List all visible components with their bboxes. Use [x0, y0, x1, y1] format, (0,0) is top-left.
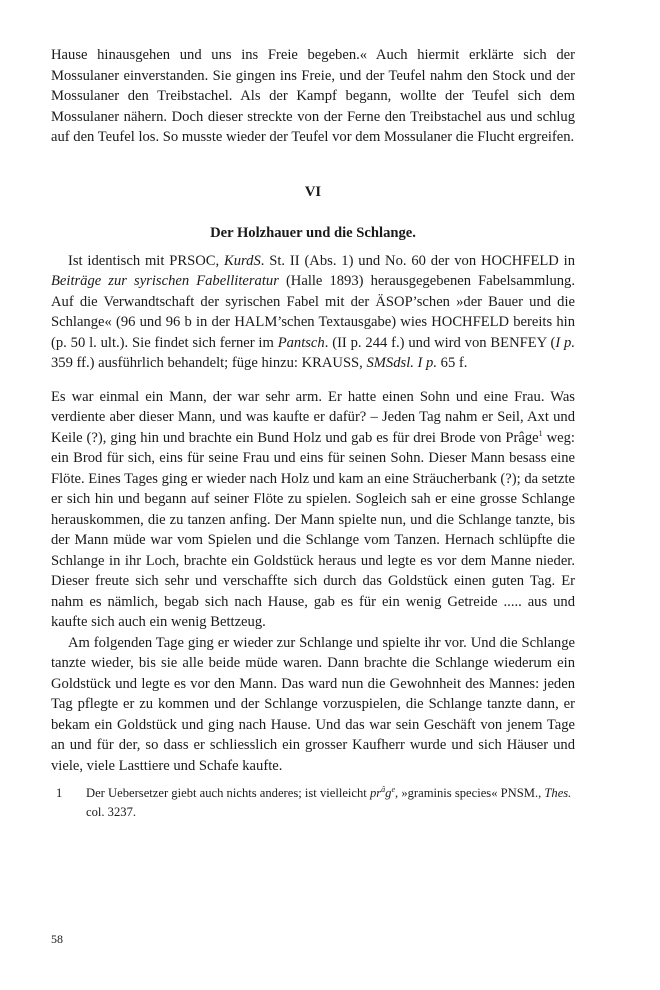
paragraph-continuation: Hause hinausgehen und uns ins Freie begeben.« Auch hiermit erklärte sich der Mossulaner einverstanden. Sie gingen ins Freie, und der Teufel nahm den Stock und der Mossulaner den Treibstachel. Als der Kampf begann, wollte der Teufel sich dem Mossulaner nähern. Doch dieser streckte von der Ferne den Treibstachel aus und schlug auf den Teufel los. So musste wieder der Teufel vor dem Mossulaner die Flucht ergreifen.: [51, 47, 575, 145]
footnote-text: [86, 784, 575, 822]
section-title: Der Holzhauer und die Schlange.: [210, 224, 416, 241]
story-text: weg: ein Brod für sich, eins für seine Frau und eins für seinen Sohn. Dieser Mann besass eine Flöte. Eines Tages ging er wieder nach Holz und kam an eine Sträucherbank (?); da setzte er sich hin und begann auf seiner Flöte zu spielen. Sogleich sah er eine grosse Schlange herauskommen, die zu tanzen anfing. Der Mann spielte nun, und die Schlange tanzte, bis der Mann müde war vom Spielen und die Schlange vom Tanzen. Hernach schlüpfte die Schlange in ihr Loch, brachte ein Goldstück heraus und legte es vor dem Manne nieder. Dieser freute sich sehr und verschaffte sich durch das Goldstück einen guten Tag. Er nahm es nämlich, begab sich nach Hause, gab es für ein wenig Getreide ..... aus und kaufte sich auch ein wenig Bettzeug.: [51, 429, 575, 630]
footnote-text-part: Der Uebersetzer giebt auch nichts anderes; ist vielleicht: [86, 786, 370, 800]
footnote-number: 1: [56, 786, 63, 800]
intro-text: Ist identisch mit PRSOC,: [68, 252, 224, 269]
footnote-ref-thes: Thes.: [544, 786, 572, 800]
intro-text: 359 ff.) ausführlich behandelt; füge hinzu: KRAUSS,: [51, 355, 367, 371]
footnote-term: g: [385, 786, 392, 800]
intro-ref-smsdsl: SMSdsl. I p.: [366, 355, 438, 371]
intro-text: . St. II (Abs. 1) und No. 60 der von HOCHFELD in: [260, 252, 575, 269]
footnote-term: pr: [369, 786, 382, 800]
intro-paragraph: [51, 251, 575, 374]
story-paragraph-1: [51, 387, 575, 633]
story-paragraph-2: Am folgenden Tage ging er wieder zur Schlange und spielte ihr vor. Und die Schlange tanzte wieder, bis sie alle beide müde waren. Dann brachte die Schlange wiederum ein Goldstück und legte es vor den Mann. Das ward nun die Gewohnheit des Mannes: jeden Tag pflegte er zu kommen und der Schlange vorzuspielen, die Schlange tanzte dann, er bekam ein Goldstück und ging nach Hause. Und das war sein Geschäft von jenem Tage an und für der, so dass er schliesslich ein grosser Kaufherr wurde und sich Häuser und viele, viele Lasttiere und Schafe kaufte.: [51, 634, 575, 774]
section-number: VI: [304, 183, 322, 200]
footnote-term-sup: e: [391, 784, 396, 794]
page-number: 58: [51, 932, 63, 946]
footnote-text-part: , »graminis species« PNSM.,: [395, 786, 545, 800]
intro-ref-pantsch: Pantsch: [277, 334, 325, 351]
footnote-marker[interactable]: 1: [538, 428, 543, 438]
footnote-text-part: col. 3237.: [86, 805, 137, 819]
intro-ref-kurds: KurdS: [223, 252, 261, 269]
story-text: Es war einmal ein Mann, der war sehr arm. Er hatte einen Sohn und eine Frau. Was verdiente aber dieser Mann, und was kaufte er dafür? – Jeden Tag nahm er Seil, Axt und Keile (?), ging hin und brachte ein Bund Holz und gab es für drei Brode von Prâge: [51, 388, 575, 446]
page-body: [51, 45, 575, 822]
intro-text: . (II p. 244 f.) und wird von BENFEY (: [324, 334, 556, 351]
footnote-term-sup: â: [381, 784, 386, 794]
intro-ref-title: Beiträge zur syrischen Fabelliteratur: [51, 273, 279, 289]
intro-text: (Halle 1893) herausgegebenen Fabelsammlung. Auf die Verwandtschaft der syrischen Fabel mit der ÄSOP’schen »der Bauer und die Schlange« (96 und 96 b in der HALM’schen Textausgabe) wies HOCHFELD bereits hin (p. 50 l. ult.). Sie findet sich ferner im: [51, 273, 575, 351]
intro-ref-ip: I p.: [555, 334, 575, 351]
footnote: [51, 784, 575, 822]
intro-text: 65 f.: [437, 355, 468, 371]
